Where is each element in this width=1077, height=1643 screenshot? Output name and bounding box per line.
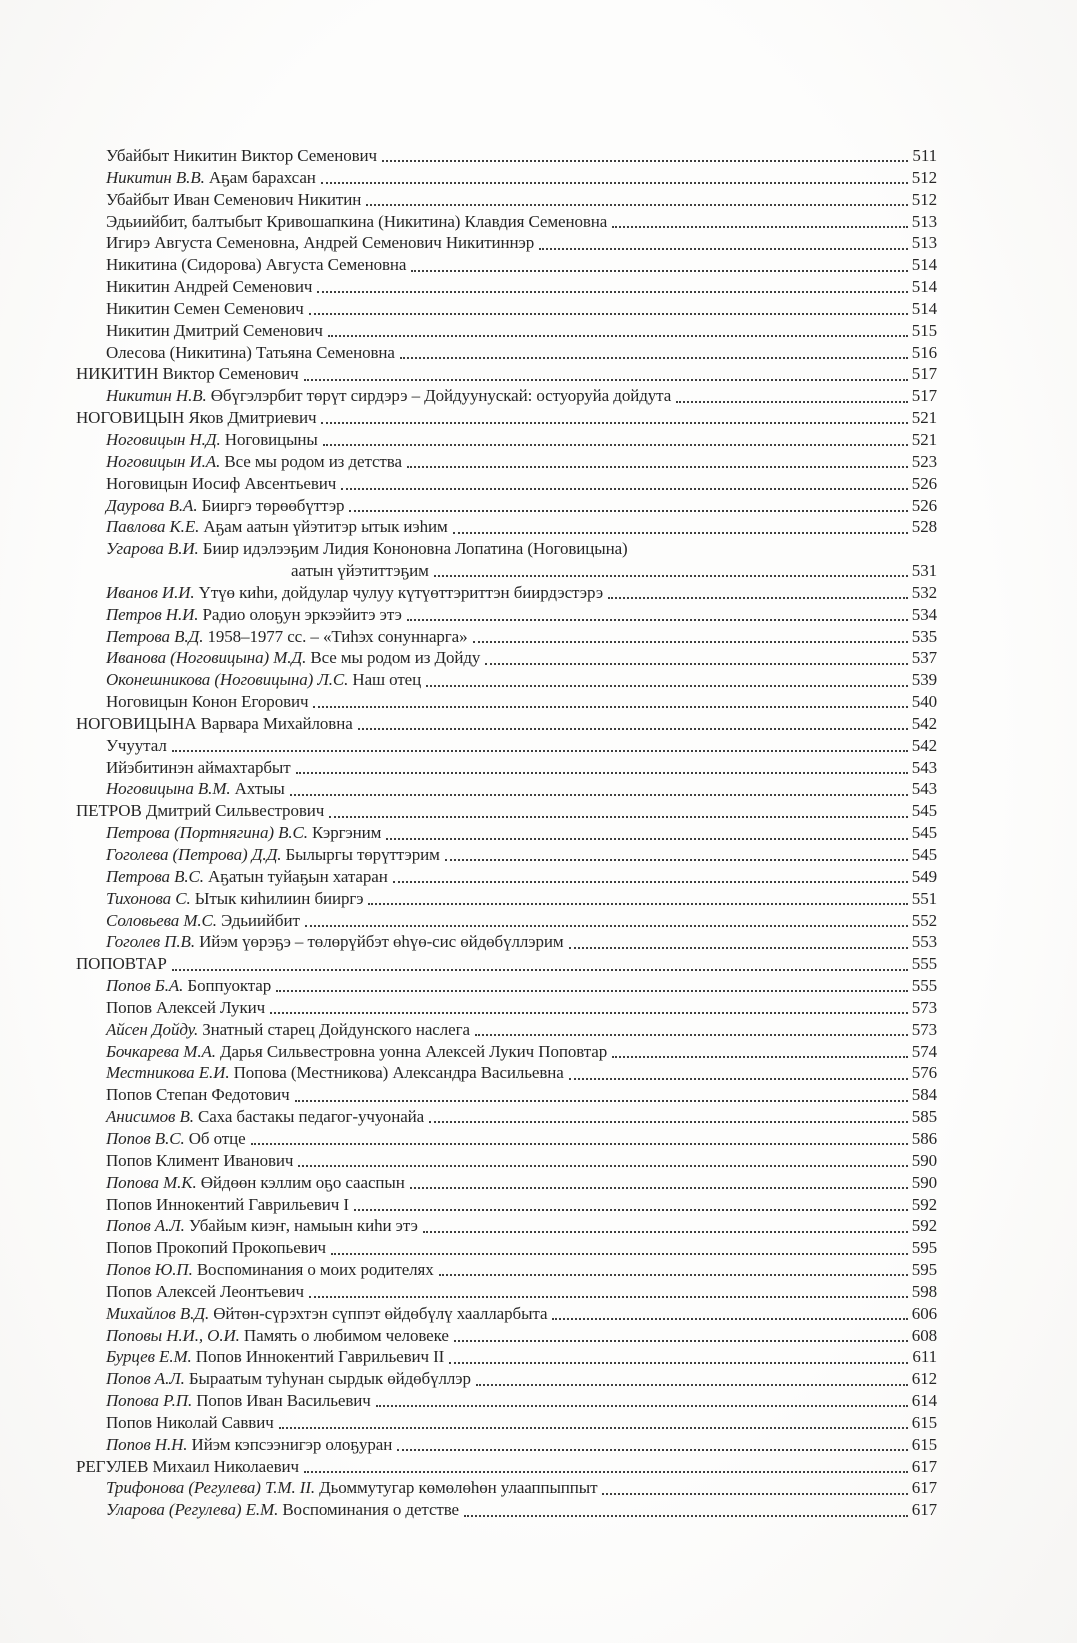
toc-entry [76, 320, 937, 342]
entry-author: Поповы Н.И., О.И. [106, 1325, 240, 1345]
entry-author: Попов Ю.П. [106, 1260, 193, 1280]
toc-entry [76, 167, 937, 189]
toc-entry [76, 560, 937, 582]
entry-title: Игирэ Августа Семеновна, Андрей Семенович Никитиннэр [106, 233, 535, 253]
entry-title: Аҕатын туйаҕын хатаран [208, 866, 388, 886]
dot-leader [276, 990, 908, 992]
dot-leader [295, 1100, 908, 1102]
toc-entry [76, 669, 937, 691]
entry-author: Уларова (Регулева) Е.М. [106, 1500, 279, 1520]
entry-title: Ахтыы [234, 779, 285, 799]
toc-entry [76, 1281, 937, 1303]
entry-page-number: 553 [911, 932, 937, 952]
toc-entry [76, 254, 937, 276]
entry-page-number: 535 [911, 626, 937, 646]
entry-title: Ытык киһилиин бииргэ [194, 888, 364, 908]
dot-leader [251, 1143, 908, 1145]
entry-page-number: 573 [911, 997, 937, 1017]
dot-leader [354, 1209, 908, 1211]
entry-author: Трифонова (Регулева) Т.М. II. [106, 1478, 316, 1498]
entry-author: Петрова (Портнягина) В.С. [106, 823, 308, 843]
entry-title: Дарья Сильвестровна уонна Алексей Лукич Поповтар [220, 1041, 608, 1061]
dot-leader [464, 1515, 908, 1517]
entry-author: Даурова В.А. [106, 495, 198, 515]
dot-leader [382, 160, 908, 162]
entry-title: Ноговицын Иосиф Авсентьевич [106, 473, 337, 493]
entry-page-number: 543 [911, 757, 937, 777]
entry-author: Попова Р.П. [106, 1391, 193, 1411]
toc-entry [76, 1194, 937, 1216]
dot-leader [393, 881, 908, 883]
dot-leader [569, 1078, 908, 1080]
entry-page-number: 545 [911, 823, 937, 843]
dot-leader [309, 313, 908, 315]
entry-page-number: 584 [911, 1085, 937, 1105]
entry-page-number: 555 [911, 976, 937, 996]
entry-title: Учуутал [106, 735, 167, 755]
entry-title: Олесова (Никитина) Татьяна Семеновна [106, 342, 395, 362]
dot-leader [400, 357, 908, 359]
entry-author: Бурцев Е.М. [106, 1347, 192, 1367]
entry-page-number: 516 [911, 342, 937, 362]
dot-leader [426, 685, 908, 687]
entry-page-number: 543 [911, 779, 937, 799]
entry-page-number: 573 [911, 1019, 937, 1039]
entry-title: Попов Николай Саввич [106, 1412, 274, 1432]
entry-author: Гоголева (Петрова) Д.Д. [106, 845, 282, 864]
entry-title: Попов Иннокентий Гаврильевич I [106, 1194, 349, 1214]
entry-page-number: 551 [911, 888, 937, 908]
dot-leader [434, 575, 908, 577]
toc-entry [76, 1259, 937, 1281]
entry-author: Ноговицына В.М. [106, 779, 231, 799]
entry-page-number: 512 [911, 189, 937, 209]
entry-title: Воспоминания о детстве [282, 1500, 459, 1520]
toc-entry [76, 844, 937, 866]
entry-page-number: 545 [911, 801, 937, 821]
dot-leader [453, 532, 908, 534]
dot-leader [676, 401, 908, 403]
entry-page-number: 592 [911, 1216, 937, 1236]
entry-title: Ноговицын Конон Егорович [106, 692, 309, 712]
dot-leader [296, 772, 908, 774]
entry-title: Убайым киэҥ, намыын киһи этэ [188, 1216, 418, 1236]
entry-title: Об отце [188, 1128, 246, 1148]
dot-leader [270, 1012, 908, 1014]
entry-page-number: 514 [911, 277, 937, 297]
dot-leader [473, 641, 908, 643]
entry-page-number: 517 [911, 364, 937, 384]
dot-leader [349, 510, 907, 512]
entry-title: Никитина (Сидорова) Августа Семеновна [106, 255, 407, 275]
dot-leader [552, 1318, 907, 1320]
entry-page-number: 608 [911, 1325, 937, 1345]
dot-leader [429, 1121, 908, 1123]
dot-leader [439, 1274, 908, 1276]
entry-page-number: 526 [911, 473, 937, 493]
entry-title: Өйтөн-сүрэхтэн сүппэт өйдөбүлү хаалларбыта [213, 1303, 548, 1323]
toc-entry [76, 888, 937, 910]
toc-entry [76, 713, 937, 735]
toc-entry [76, 997, 937, 1019]
entry-author: Тихонова С. [106, 888, 191, 908]
toc-entry [76, 1062, 937, 1084]
entry-title: Өбүгэлэрбит төрүт сирдэрэ – Дойдуунускай: остуоруйа дойдута [210, 386, 672, 406]
entry-page-number: 531 [911, 561, 937, 581]
entry-page-number: 534 [911, 604, 937, 624]
toc-entry [76, 1041, 937, 1063]
entry-author: Никитин Н.В. [106, 386, 207, 406]
toc-entry [76, 1150, 937, 1172]
entry-author: Павлова К.Е. [106, 517, 200, 537]
entry-author: Михайлов В.Д. [106, 1303, 210, 1323]
entry-page-number: 523 [911, 451, 937, 471]
toc-entry [76, 822, 937, 844]
dot-leader [290, 794, 908, 796]
entry-author: Оконешникова (Ноговицына) Л.С. [106, 670, 349, 690]
dot-leader [386, 838, 907, 840]
dot-leader [397, 1449, 908, 1451]
entry-author: Анисимов В. [106, 1107, 194, 1127]
entry-author: Петрова В.Д. [106, 626, 204, 646]
entry-title: Попов Иван Васильевич [196, 1391, 371, 1411]
entry-page-number: 537 [911, 648, 937, 668]
entry-page-number: 513 [911, 233, 937, 253]
entry-title: аатын үйэтиттэҕим [291, 561, 429, 581]
toc-entry [76, 495, 937, 517]
dot-leader [304, 1471, 908, 1473]
entry-author: Петров Н.И. [106, 604, 199, 624]
dot-leader [485, 663, 907, 665]
entry-title: Боппуоктар [187, 976, 272, 996]
toc-entry [76, 363, 937, 385]
toc-entry [76, 516, 937, 538]
toc-entry [76, 1019, 937, 1041]
entry-title: Өйдөөн кэллим оҕо сааспын [200, 1172, 405, 1192]
dot-leader [411, 270, 907, 272]
entry-title: Ийэм үөрэҕэ – төлөрүйбэт өһүө-сис өйдөбүллэрим [199, 932, 564, 952]
dot-leader [313, 706, 907, 708]
dot-leader [366, 204, 908, 206]
toc-entry [76, 1477, 937, 1499]
entry-author: Иванова (Ноговицына) М.Д. [106, 648, 307, 668]
entry-page-number: 574 [911, 1041, 937, 1061]
dot-leader [539, 248, 908, 250]
entry-title: Попов Климент Иванович [106, 1150, 294, 1170]
dot-leader [602, 1493, 907, 1495]
dot-leader [475, 1034, 908, 1036]
dot-leader [358, 728, 908, 730]
entry-page-number: 552 [911, 910, 937, 930]
entry-title: Эдьиийбит, балтыбыт Кривошапкина (Никитина) Клавдия Семеновна [106, 211, 608, 231]
toc-entry [76, 1303, 937, 1325]
dot-leader [608, 597, 908, 599]
entry-title: Никитин Андрей Семенович [106, 277, 313, 297]
entry-title: Ийэм кэпсээнигэр олоҕуран [191, 1434, 393, 1454]
dot-leader [298, 1165, 907, 1167]
entry-title: Попов Алексей Леонтьевич [106, 1281, 304, 1301]
entry-page-number: 539 [911, 670, 937, 690]
toc-entry [76, 1456, 937, 1478]
entry-page-number: 617 [911, 1478, 937, 1498]
dot-leader [407, 466, 908, 468]
entry-title: Все мы родом из детства [224, 451, 402, 471]
entry-page-number: 586 [911, 1128, 937, 1148]
table-of-contents [76, 145, 937, 1521]
entry-title: Попов Степан Федотович [106, 1085, 290, 1105]
dot-leader [317, 291, 908, 293]
entry-page-number: 615 [911, 1434, 937, 1454]
dot-leader [279, 1427, 908, 1429]
toc-entry [76, 429, 937, 451]
toc-entry [76, 626, 937, 648]
entry-author: Попов А.Л. [106, 1369, 185, 1389]
entry-title: ПЕТРОВ Дмитрий Сильвестрович [76, 801, 325, 821]
dot-leader [368, 903, 907, 905]
entry-title: Бииргэ төрөөбүттэр [201, 495, 345, 515]
toc-entry [76, 1084, 937, 1106]
entry-title: Аҕам барахсан [208, 167, 316, 187]
entry-title: Ноговицыны [224, 429, 318, 449]
toc-entry [76, 735, 937, 757]
entry-page-number: 528 [911, 517, 937, 537]
entry-title: Никитин Дмитрий Семенович [106, 320, 323, 340]
dot-leader [323, 444, 908, 446]
entry-page-number: 555 [911, 954, 937, 974]
entry-page-number: 511 [912, 146, 937, 165]
entry-page-number: 612 [911, 1369, 937, 1389]
entry-page-number: 585 [911, 1107, 937, 1127]
toc-entry [76, 778, 937, 800]
entry-author: Соловьева М.С. [106, 910, 217, 930]
entry-page-number: 521 [911, 429, 937, 449]
entry-title: НИКИТИН Виктор Семенович [76, 364, 299, 384]
entry-page-number: 513 [911, 211, 937, 231]
entry-page-number: 532 [911, 582, 937, 602]
toc-entry [76, 866, 937, 888]
entry-page-number: 517 [911, 386, 937, 406]
entry-title: НОГОВИЦЫН Яков Дмитриевич [76, 408, 317, 428]
entry-page-number: 540 [911, 692, 937, 712]
dot-leader [309, 1296, 908, 1298]
entry-title: Попов Алексей Лукич [106, 997, 266, 1017]
entry-page-number: 514 [911, 255, 937, 275]
toc-entry [76, 953, 937, 975]
entry-title: Попов Иннокентий Гаврильевич II [195, 1347, 445, 1367]
toc-entry [76, 1412, 937, 1434]
dot-leader [321, 422, 907, 424]
entry-page-number: 576 [911, 1063, 937, 1083]
toc-entry [76, 604, 937, 626]
toc-entry [76, 757, 937, 779]
dot-leader [445, 859, 908, 861]
toc-entry [76, 232, 937, 254]
entry-title: Убайбыт Никитин Виктор Семенович [106, 146, 378, 165]
entry-title: Кэргэним [312, 823, 382, 843]
entry-page-number: 617 [911, 1500, 937, 1520]
entry-page-number: 590 [911, 1150, 937, 1170]
entry-author: Ноговицын И.А. [106, 451, 221, 471]
toc-entry [76, 1499, 937, 1521]
entry-author: Бочкарева М.А. [106, 1041, 216, 1061]
toc-entry [76, 1128, 937, 1150]
entry-page-number: 611 [912, 1347, 937, 1367]
entry-title: Попова (Местникова) Александра Васильевна [233, 1063, 564, 1083]
dot-leader [423, 1231, 908, 1233]
entry-page-number: 614 [911, 1391, 937, 1411]
entry-title: РЕГУЛЕВ Михаил Николаевич [76, 1456, 299, 1476]
dot-leader [612, 226, 908, 228]
toc-entry [76, 1346, 937, 1368]
toc-entry [76, 931, 937, 953]
entry-title: Дьоммутугар көмөлөһөн улааппыппыт [319, 1478, 598, 1498]
entry-title: Убайбыт Иван Семенович Никитин [106, 189, 362, 209]
entry-page-number: 542 [911, 735, 937, 755]
entry-page-number: 615 [911, 1412, 937, 1432]
entry-page-number: 526 [911, 495, 937, 515]
entry-page-number: 590 [911, 1172, 937, 1192]
toc-entry [76, 1368, 937, 1390]
entry-author: Угарова В.И. [106, 539, 199, 559]
toc-entry [76, 189, 937, 211]
dot-leader [454, 1340, 908, 1342]
entry-title: ПОПОВТАР [76, 954, 167, 974]
dot-leader [305, 925, 908, 927]
entry-author: Никитин В.В. [106, 167, 205, 187]
toc-entry [76, 1106, 937, 1128]
toc-entry [76, 1390, 937, 1412]
entry-author: Гоголев П.В. [106, 932, 195, 952]
dot-leader [476, 1384, 908, 1386]
entry-author: Попов Б.А. [106, 976, 184, 996]
entry-title: Саха бастакы педагог-учуонайа [197, 1107, 425, 1127]
entry-author: Попов Н.Н. [106, 1434, 188, 1454]
toc-entry [76, 1325, 937, 1347]
entry-page-number: 515 [911, 320, 937, 340]
entry-title: Радио олоҕун эркээйитэ этэ [202, 604, 402, 624]
entry-page-number: 545 [911, 845, 937, 864]
dot-leader [329, 816, 908, 818]
dot-leader [331, 1253, 908, 1255]
toc-entry [76, 211, 937, 233]
entry-page-number: 521 [911, 408, 937, 428]
toc-entry [76, 1434, 937, 1456]
toc-entry [76, 1215, 937, 1237]
entry-author: Попов А.Л. [106, 1216, 185, 1236]
entry-page-number: 606 [911, 1303, 937, 1323]
toc-entry [76, 385, 937, 407]
dot-leader [172, 969, 908, 971]
entry-author: Местникова Е.И. [106, 1063, 230, 1083]
toc-entry [76, 800, 937, 822]
toc-entry [76, 342, 937, 364]
dot-leader [376, 1405, 908, 1407]
entry-title: Знатный старец Дойдунского наслега [202, 1019, 470, 1039]
toc-entry [76, 975, 937, 997]
toc-entry [76, 647, 937, 669]
entry-title: Үтүө киһи, дойдулар чулуу күтүөттэриттэн биирдэстэрэ [198, 582, 604, 602]
entry-title: Былыргы төрүттэрим [285, 845, 440, 864]
toc-entry [76, 1237, 937, 1259]
toc-entry [76, 582, 937, 604]
dot-leader [569, 947, 908, 949]
entry-title: Наш отец [352, 670, 422, 690]
dot-leader [304, 379, 908, 381]
toc-entry [76, 276, 937, 298]
entry-title: Воспоминания о моих родителях [196, 1260, 434, 1280]
toc-entry [76, 691, 937, 713]
entry-title: НОГОВИЦЫНА Варвара Михайловна [76, 713, 353, 733]
entry-title: Ийэбитинэн аймахтарбыт [106, 757, 291, 777]
dot-leader [172, 750, 908, 752]
entry-title: Аҕам аатын үйэтитэр ытык иэһим [203, 517, 448, 537]
entry-title: Все мы родом из Дойду [310, 648, 481, 668]
entry-page-number: 542 [911, 713, 937, 733]
toc-entry [76, 407, 937, 429]
toc-entry [76, 1172, 937, 1194]
entry-page-number: 592 [911, 1194, 937, 1214]
entry-page-number: 512 [911, 167, 937, 187]
entry-page-number: 595 [911, 1260, 937, 1280]
entry-author: Иванов И.И. [106, 582, 195, 602]
toc-entry [76, 451, 937, 473]
entry-page-number: 595 [911, 1238, 937, 1258]
entry-author: Попова М.К. [106, 1172, 197, 1192]
entry-title: Быраатым туһунан сырдык өйдөбүллэр [188, 1369, 471, 1389]
toc-entry [76, 910, 937, 932]
entry-author: Айсен Дойду. [106, 1019, 199, 1039]
dot-leader [407, 619, 908, 621]
toc-entry [76, 538, 937, 560]
dot-leader [612, 1056, 908, 1058]
entry-author: Попов В.С. [106, 1128, 185, 1148]
dot-leader [410, 1187, 908, 1189]
dot-leader [341, 488, 908, 490]
entry-page-number: 514 [911, 298, 937, 318]
dot-leader [449, 1362, 908, 1364]
entry-title: Эдьиийбит [221, 910, 300, 930]
entry-page-number: 617 [911, 1456, 937, 1476]
entry-title: 1958–1977 сс. – «Тиһэх сонуннарга» [207, 626, 468, 646]
dot-leader [321, 182, 908, 184]
toc-entry [76, 298, 937, 320]
entry-page-number: 598 [911, 1281, 937, 1301]
entry-title: Попов Прокопий Прокопьевич [106, 1238, 327, 1258]
entry-page-number: 549 [911, 866, 937, 886]
dot-leader [328, 335, 908, 337]
entry-title: Биир идэлээҕим Лидия Кононовна Лопатина (Ноговицына) [202, 539, 628, 559]
toc-entry [76, 145, 937, 167]
entry-title: Никитин Семен Семенович [106, 298, 304, 318]
toc-entry [76, 473, 937, 495]
entry-title: Память о любимом человеке [243, 1325, 449, 1345]
entry-author: Петрова В.С. [106, 866, 204, 886]
entry-author: Ноговицын Н.Д. [106, 429, 221, 449]
